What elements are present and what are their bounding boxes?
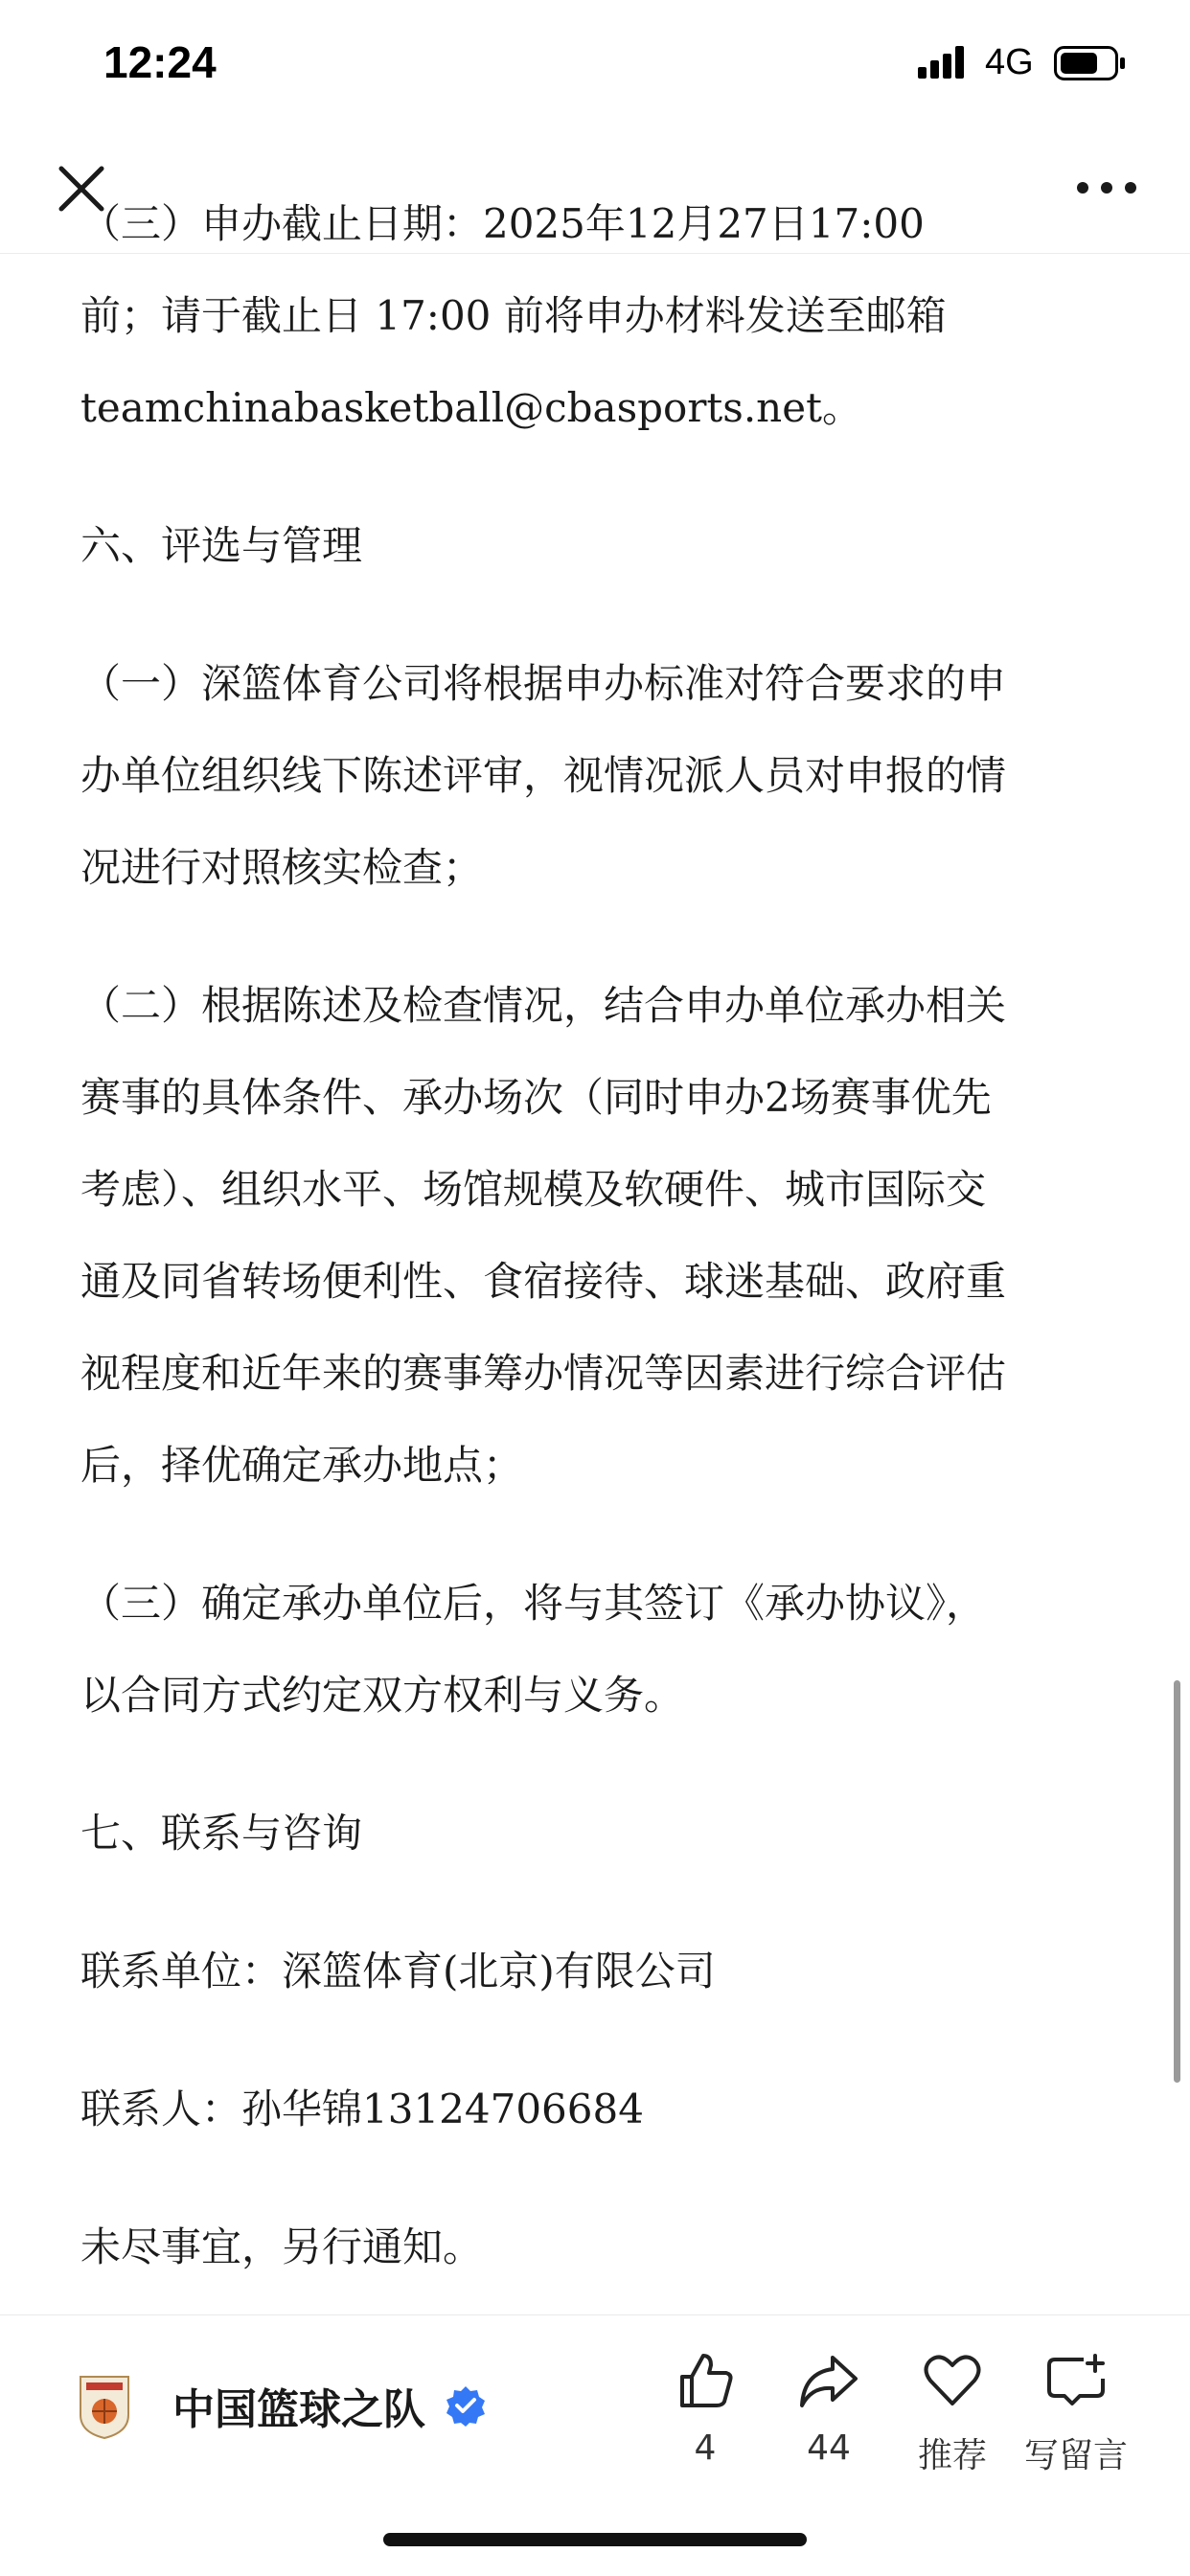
article-line: 后，择优确定承办地点； [80, 1442, 524, 1489]
share-count: 44 [807, 2428, 851, 2468]
section-heading: 七、联系与咨询 [80, 1810, 363, 1857]
article-line: （一）深篮体育公司将根据申办标准对符合要求的申 [80, 660, 1007, 707]
email-link[interactable]: teamchinabasketball@cbasports.net。 [80, 384, 862, 431]
section-heading: 六、评选与管理 [80, 522, 363, 569]
battery-icon [1054, 46, 1127, 80]
status-time: 12:24 [103, 37, 217, 87]
account-name[interactable]: 中国篮球之队 [172, 2385, 425, 2434]
article-content [80, 178, 1115, 2293]
scrollbar[interactable] [1174, 1680, 1180, 2083]
closing-note: 未尽事宜，另行通知。 [80, 2223, 484, 2270]
comment-add-icon [1045, 2350, 1107, 2411]
home-indicator[interactable] [383, 2533, 807, 2546]
like-count: 4 [694, 2428, 717, 2468]
article-line: 考虑）、组织水平、场馆规模及软硬件、城市国际交 [80, 1166, 987, 1213]
article-line: 前；请于截止日 17:00 前将申办材料发送至邮箱 [80, 292, 947, 339]
like-button[interactable] [648, 2350, 763, 2468]
article-line: 赛事的具体条件、承办场次（同时申办2场赛事优先 [80, 1074, 992, 1121]
signal-icon [918, 46, 966, 79]
thumbs-up-icon [675, 2350, 736, 2411]
article-line: 以合同方式约定双方权利与义务。 [80, 1672, 685, 1719]
article-line: （三）确定承办单位后，将与其签订《承办协议》， [80, 1580, 987, 1627]
article-line: 况进行对照核实检查； [80, 844, 484, 891]
article-body [0, 200, 1190, 2314]
article-line: 通及同省转场便利性、食宿接待、球迷基础、政府重 [80, 1258, 1007, 1305]
share-button[interactable] [771, 2350, 886, 2468]
comment-label: 写留言 [1023, 2436, 1128, 2475]
contact-unit: 联系单位：深篮体育(北京)有限公司 [80, 1948, 716, 1995]
contact-person: 联系人：孙华锦13124706684 [80, 2086, 644, 2132]
network-type: 4G [985, 42, 1034, 82]
verified-badge-icon [445, 2384, 487, 2427]
heart-icon [922, 2350, 983, 2411]
recommend-label: 推荐 [917, 2436, 987, 2475]
article-line: （二）根据陈述及检查情况，结合申办单位承办相关 [80, 982, 1007, 1029]
recommend-button[interactable] [895, 2350, 1010, 2477]
share-arrow-icon [798, 2350, 859, 2411]
article-line: （三）申办截止日期：2025年12月27日17:00 [80, 200, 925, 247]
comment-button[interactable] [1018, 2350, 1133, 2477]
status-bar [0, 0, 1190, 125]
article-line: 视程度和近年来的赛事筹办情况等因素进行综合评估 [80, 1350, 1007, 1397]
article-line: 办单位组织线下陈述评审，视情况派人员对申报的情 [80, 752, 1007, 799]
team-china-logo-icon[interactable] [77, 2373, 132, 2440]
